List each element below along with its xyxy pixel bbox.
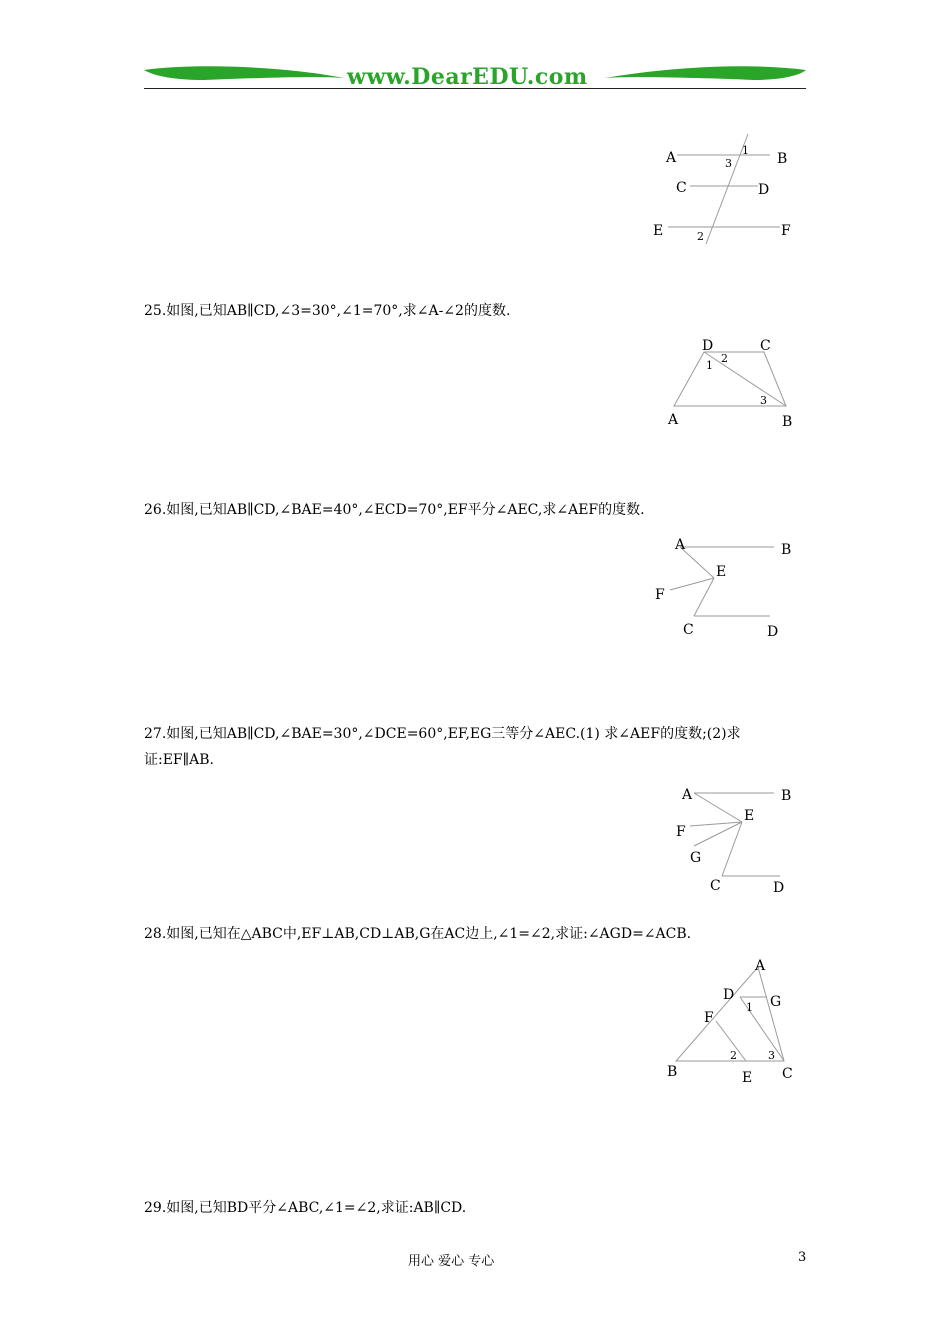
figure-trapezoid (660, 334, 800, 438)
angle-2-label: 2 (730, 1049, 737, 1062)
label-c: C (710, 878, 721, 894)
question-29: 29.如图,已知BD平分∠ABC,∠1=∠2,求证:AB∥CD. (144, 1200, 467, 1216)
question-28: 28.如图,已知在△ABC中,EF⊥AB,CD⊥AB,G在AC边上,∠1=∠2,求证:∠AGD=∠ACB. (144, 926, 692, 942)
label-a: A (675, 537, 686, 553)
angle-1-label: 1 (706, 359, 713, 372)
label-e: E (742, 1070, 753, 1086)
label-b: B (782, 414, 793, 430)
label-g: G (690, 850, 702, 866)
label-a: A (755, 958, 766, 974)
label-b: B (781, 788, 792, 804)
segment-ae (694, 793, 742, 822)
angle-2-label: 2 (721, 352, 728, 365)
figure-parallel-lines (650, 128, 800, 252)
question-27: 27.如图,已知AB∥CD,∠BAE=30°,∠DCE=60°,EF,EG三等分∠AEC.(1) 求∠AEF的度数;(2)求证:EF∥AB. (144, 726, 741, 768)
label-c: C (782, 1066, 793, 1082)
label-e: E (716, 564, 727, 580)
diagonal-db (704, 352, 786, 406)
label-f: F (781, 223, 791, 239)
segment-ec (694, 578, 714, 616)
angle-1-label: 1 (742, 144, 749, 157)
label-a: A (666, 150, 677, 166)
question-25: 25.如图,已知AB∥CD,∠3=30°,∠1=70°,求∠A-∠2的度数. (144, 303, 511, 319)
angle-3-label: 3 (768, 1049, 775, 1062)
question-26: 26.如图,已知AB∥CD,∠BAE=40°,∠ECD=70°,EF平分∠AEC,求∠AEF的度数. (144, 502, 645, 518)
label-e: E (653, 223, 664, 239)
label-g: G (770, 994, 782, 1010)
footer-motto: 用心 爱心 专心 (408, 1254, 495, 1269)
label-d: D (702, 338, 714, 354)
label-b: B (777, 151, 788, 167)
page-number: 3 (798, 1250, 807, 1265)
label-b: B (781, 542, 792, 558)
label-f: F (676, 824, 686, 840)
label-d: D (723, 987, 735, 1003)
trapezoid-abcd (674, 352, 786, 406)
site-logo-text: www.DearEDU.com (347, 64, 588, 90)
label-b: B (667, 1064, 678, 1080)
figure-triangle-abc (660, 955, 810, 1094)
segment-ef (670, 578, 714, 590)
angle-2-label: 2 (697, 230, 704, 243)
label-f: F (704, 1010, 714, 1026)
header-rule (144, 88, 806, 89)
label-d: D (758, 182, 770, 198)
label-d: D (767, 624, 779, 640)
figure-trisected-angle (670, 780, 810, 902)
label-e: E (744, 808, 755, 824)
triangle-abc (676, 967, 784, 1061)
label-a: A (668, 412, 679, 428)
label-d: D (773, 880, 785, 896)
angle-3-label: 3 (725, 157, 732, 170)
label-c: C (676, 180, 687, 196)
figure-bent-parallel (650, 532, 800, 646)
angle-3-label: 3 (760, 394, 767, 407)
angle-1-label: 1 (746, 1001, 753, 1014)
label-c: C (683, 622, 694, 638)
label-c: C (760, 338, 771, 354)
label-a: A (682, 787, 693, 803)
label-f: F (655, 587, 665, 603)
